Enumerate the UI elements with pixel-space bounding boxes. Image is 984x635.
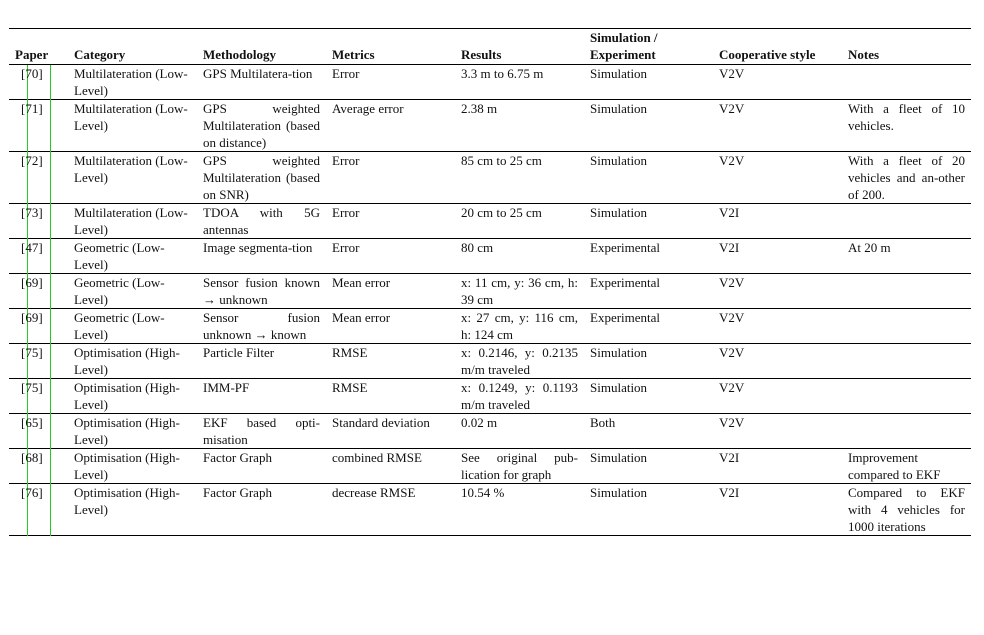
cell-methodology-container: [197, 449, 326, 484]
cell-results: 0.02 m: [461, 415, 498, 430]
cell-results-container: [455, 309, 584, 344]
cell-methodology: EKF based opti-misation: [203, 415, 320, 447]
cell-methodology-container: [197, 379, 326, 414]
cell-metrics-container: [326, 239, 455, 274]
cell-notes-container: [842, 152, 971, 204]
cell-notes-container: [842, 449, 971, 484]
citation-link[interactable]: [73]: [21, 205, 43, 220]
cell-methodology: GPS weighted Multilateration (based on SNR): [203, 153, 320, 202]
cell-methodology-container: [197, 100, 326, 152]
table-row: [9, 484, 971, 536]
cell-results: x: 27 cm, y: 116 cm, h: 124 cm: [461, 310, 578, 342]
cell-cooperative-style-container: [713, 274, 842, 309]
cell-simulation-experiment: Experimental: [590, 275, 661, 290]
cell-results-container: [455, 379, 584, 414]
cell-category: Multilateration (Low-Level): [74, 101, 188, 133]
cell-category: Optimisation (High-Level): [74, 485, 180, 517]
cell-cooperative-style: V2I: [719, 205, 740, 220]
table-header: [9, 29, 971, 65]
cell-cooperative-style-container: [713, 65, 842, 100]
cell-results-container: [455, 274, 584, 309]
cell-category-container: [68, 239, 197, 274]
cell-notes-container: [842, 204, 971, 239]
cell-results: See original pub-lication for graph: [461, 450, 578, 482]
cell-category-container: [68, 65, 197, 100]
cell-simulation-experiment: Simulation: [590, 485, 648, 500]
cell-results-container: [455, 449, 584, 484]
cell-cooperative-style: V2I: [719, 450, 740, 465]
cell-paper-container: [9, 309, 68, 344]
cell-methodology: Sensor fusion unknown → known: [203, 310, 320, 342]
table-row: [9, 379, 971, 414]
cell-cooperative-style: V2V: [719, 310, 745, 325]
cell-category-container: [68, 344, 197, 379]
cell-results-container: [455, 204, 584, 239]
cell-simulation-experiment-container: [584, 204, 713, 239]
cell-cooperative-style: V2V: [719, 275, 745, 290]
cell-metrics: RMSE: [332, 380, 368, 395]
cell-notes-container: [842, 309, 971, 344]
cell-cooperative-style-container: [713, 152, 842, 204]
cell-category-container: [68, 484, 197, 536]
table-row: [9, 344, 971, 379]
cell-methodology-container: [197, 239, 326, 274]
cell-simulation-experiment: Simulation: [590, 345, 648, 360]
cell-cooperative-style-container: [713, 379, 842, 414]
cell-category: Optimisation (High-Level): [74, 450, 180, 482]
cell-cooperative-style: V2V: [719, 153, 745, 168]
cell-results: 85 cm to 25 cm: [461, 153, 542, 168]
cell-category: Multilateration (Low-Level): [74, 153, 188, 185]
citation-link[interactable]: [70]: [21, 66, 43, 81]
header-methodology: Methodology: [197, 29, 326, 65]
comparison-table-container: [9, 28, 971, 536]
cell-cooperative-style: V2I: [719, 485, 740, 500]
cell-results-container: [455, 239, 584, 274]
cell-metrics: Mean error: [332, 310, 391, 325]
cell-results-container: [455, 100, 584, 152]
cell-simulation-experiment: Simulation: [590, 380, 648, 395]
citation-link[interactable]: [69]: [21, 310, 43, 325]
cell-cooperative-style: V2V: [719, 415, 745, 430]
cell-category-container: [68, 309, 197, 344]
cell-simulation-experiment: Simulation: [590, 450, 648, 465]
cell-methodology: Factor Graph: [203, 450, 272, 465]
cell-methodology-container: [197, 484, 326, 536]
cell-methodology-container: [197, 274, 326, 309]
cell-methodology-container: [197, 204, 326, 239]
cell-methodology-container: [197, 414, 326, 449]
cell-results: 3.3 m to 6.75 m: [461, 66, 544, 81]
cell-category: Geometric (Low-Level): [74, 240, 165, 272]
cell-simulation-experiment-container: [584, 449, 713, 484]
cell-notes-container: [842, 344, 971, 379]
cell-metrics-container: [326, 152, 455, 204]
cell-category: Multilateration (Low-Level): [74, 66, 188, 98]
cell-notes: Compared to EKF with 4 vehicles for 1000 iterations: [848, 485, 965, 534]
cell-results: 10.54 %: [461, 485, 505, 500]
cell-metrics: Error: [332, 153, 360, 168]
cell-results-container: [455, 344, 584, 379]
header-results: Results: [455, 29, 584, 65]
cell-metrics: Error: [332, 66, 360, 81]
cell-results-container: [455, 484, 584, 536]
cell-methodology: Image segmenta-tion: [203, 240, 313, 255]
cell-cooperative-style: V2I: [719, 240, 740, 255]
cell-results: x: 0.2146, y: 0.2135 m/m traveled: [461, 345, 578, 377]
cell-cooperative-style: V2V: [719, 380, 745, 395]
citation-link[interactable]: [75]: [21, 380, 43, 395]
cell-simulation-experiment: Simulation: [590, 66, 648, 81]
cell-simulation-experiment-container: [584, 379, 713, 414]
cell-methodology: Factor Graph: [203, 485, 272, 500]
cell-metrics-container: [326, 274, 455, 309]
cell-paper-container: [9, 344, 68, 379]
cell-notes-container: [842, 100, 971, 152]
cell-notes-container: [842, 239, 971, 274]
cell-simulation-experiment: Experimental: [590, 310, 661, 325]
cell-paper-container: [9, 414, 68, 449]
cell-cooperative-style: V2V: [719, 66, 745, 81]
cell-notes-container: [842, 65, 971, 100]
cell-methodology: GPS Multilatera-tion: [203, 66, 313, 81]
cell-simulation-experiment: Experimental: [590, 240, 661, 255]
header-metrics: Metrics: [326, 29, 455, 65]
cell-notes: Improvement compared to EKF: [848, 450, 941, 482]
cell-cooperative-style-container: [713, 449, 842, 484]
cell-category: Optimisation (High-Level): [74, 345, 180, 377]
cell-metrics-container: [326, 65, 455, 100]
cell-category: Optimisation (High-Level): [74, 415, 180, 447]
cell-notes: With a fleet of 20 vehicles and an-other of 200.: [848, 153, 965, 202]
cell-paper-container: [9, 204, 68, 239]
cell-methodology: Particle Filter: [203, 345, 275, 360]
cell-metrics-container: [326, 449, 455, 484]
cell-simulation-experiment-container: [584, 484, 713, 536]
cell-metrics: Standard deviation: [332, 415, 430, 430]
cell-metrics-container: [326, 484, 455, 536]
cell-simulation-experiment-container: [584, 152, 713, 204]
cell-simulation-experiment-container: [584, 274, 713, 309]
cell-metrics-container: [326, 344, 455, 379]
cell-cooperative-style-container: [713, 484, 842, 536]
cell-cooperative-style-container: [713, 239, 842, 274]
citation-link[interactable]: [65]: [21, 415, 43, 430]
cell-category-container: [68, 379, 197, 414]
header-simulation-experiment: Simulation / Experiment: [584, 29, 713, 65]
cell-category: Multilateration (Low-Level): [74, 205, 188, 237]
table-row: [9, 204, 971, 239]
citation-link[interactable]: [75]: [21, 345, 43, 360]
table-row: [9, 274, 971, 309]
cell-metrics-container: [326, 204, 455, 239]
cell-methodology: TDOA with 5G antennas: [203, 205, 320, 237]
cell-cooperative-style-container: [713, 100, 842, 152]
cell-results-container: [455, 152, 584, 204]
table-body: [9, 65, 971, 536]
cell-methodology-container: [197, 65, 326, 100]
cell-results: 20 cm to 25 cm: [461, 205, 542, 220]
cell-paper-container: [9, 379, 68, 414]
cell-metrics-container: [326, 100, 455, 152]
cell-results: 80 cm: [461, 240, 494, 255]
cell-cooperative-style-container: [713, 204, 842, 239]
cell-simulation-experiment: Simulation: [590, 205, 648, 220]
table-row: [9, 100, 971, 152]
table-row: [9, 449, 971, 484]
citation-link[interactable]: [72]: [21, 153, 43, 168]
cell-simulation-experiment: Both: [590, 415, 616, 430]
cell-notes-container: [842, 484, 971, 536]
cell-category-container: [68, 204, 197, 239]
cell-cooperative-style-container: [713, 309, 842, 344]
cell-methodology-container: [197, 309, 326, 344]
cell-notes-container: [842, 414, 971, 449]
cell-paper-container: [9, 239, 68, 274]
header-notes: Notes: [842, 29, 971, 65]
cell-category: Geometric (Low-Level): [74, 275, 165, 307]
cell-metrics-container: [326, 414, 455, 449]
cell-paper-container: [9, 449, 68, 484]
cell-cooperative-style: V2V: [719, 101, 745, 116]
cell-cooperative-style-container: [713, 344, 842, 379]
table-row: [9, 414, 971, 449]
table-row: [9, 239, 971, 274]
cell-category: Optimisation (High-Level): [74, 380, 180, 412]
cell-metrics-container: [326, 309, 455, 344]
cell-cooperative-style-container: [713, 414, 842, 449]
cell-paper-container: [9, 65, 68, 100]
table-row: [9, 152, 971, 204]
citation-link[interactable]: [47]: [21, 240, 43, 255]
cell-metrics: Error: [332, 205, 360, 220]
cell-results: 2.38 m: [461, 101, 498, 116]
cell-category-container: [68, 414, 197, 449]
cell-paper-container: [9, 100, 68, 152]
cell-paper-container: [9, 152, 68, 204]
header-row: [9, 29, 971, 65]
header-category: Category: [68, 29, 197, 65]
cell-metrics: Error: [332, 240, 360, 255]
cell-methodology-container: [197, 344, 326, 379]
cell-metrics: Average error: [332, 101, 404, 116]
table-row: [9, 309, 971, 344]
citation-link[interactable]: [68]: [21, 450, 43, 465]
cell-simulation-experiment-container: [584, 100, 713, 152]
cell-results-container: [455, 65, 584, 100]
cell-notes-container: [842, 274, 971, 309]
cell-results: x: 0.1249, y: 0.1193 m/m traveled: [461, 380, 578, 412]
comparison-table: [9, 28, 971, 536]
header-cooperative-style: Cooperative style: [713, 29, 842, 65]
citation-link[interactable]: [69]: [21, 275, 43, 290]
cell-paper-container: [9, 484, 68, 536]
cell-methodology: GPS weighted Multilateration (based on distance): [203, 101, 320, 150]
cell-category-container: [68, 274, 197, 309]
cell-notes: With a fleet of 10 vehicles.: [848, 101, 965, 133]
cell-simulation-experiment-container: [584, 239, 713, 274]
cell-notes-container: [842, 379, 971, 414]
citation-link[interactable]: [76]: [21, 485, 43, 500]
cell-simulation-experiment-container: [584, 309, 713, 344]
cell-metrics: combined RMSE: [332, 450, 422, 465]
cell-category-container: [68, 152, 197, 204]
cell-simulation-experiment-container: [584, 344, 713, 379]
cell-metrics: RMSE: [332, 345, 368, 360]
cell-category-container: [68, 449, 197, 484]
cell-metrics-container: [326, 379, 455, 414]
cell-metrics: decrease RMSE: [332, 485, 416, 500]
cell-simulation-experiment-container: [584, 65, 713, 100]
cell-notes: At 20 m: [848, 240, 891, 255]
cell-results-container: [455, 414, 584, 449]
cell-metrics: Mean error: [332, 275, 391, 290]
cell-category: Geometric (Low-Level): [74, 310, 165, 342]
cell-methodology: IMM-PF: [203, 380, 250, 395]
cell-methodology: Sensor fusion known → unknown: [203, 275, 320, 307]
cell-methodology-container: [197, 152, 326, 204]
cell-paper-container: [9, 274, 68, 309]
cell-simulation-experiment: Simulation: [590, 101, 648, 116]
header-paper: Paper: [9, 29, 68, 65]
cell-simulation-experiment-container: [584, 414, 713, 449]
cell-category-container: [68, 100, 197, 152]
table-row: [9, 65, 971, 100]
cell-simulation-experiment: Simulation: [590, 153, 648, 168]
cell-cooperative-style: V2V: [719, 345, 745, 360]
cell-results: x: 11 cm, y: 36 cm, h: 39 cm: [461, 275, 578, 307]
citation-link[interactable]: [71]: [21, 101, 43, 116]
